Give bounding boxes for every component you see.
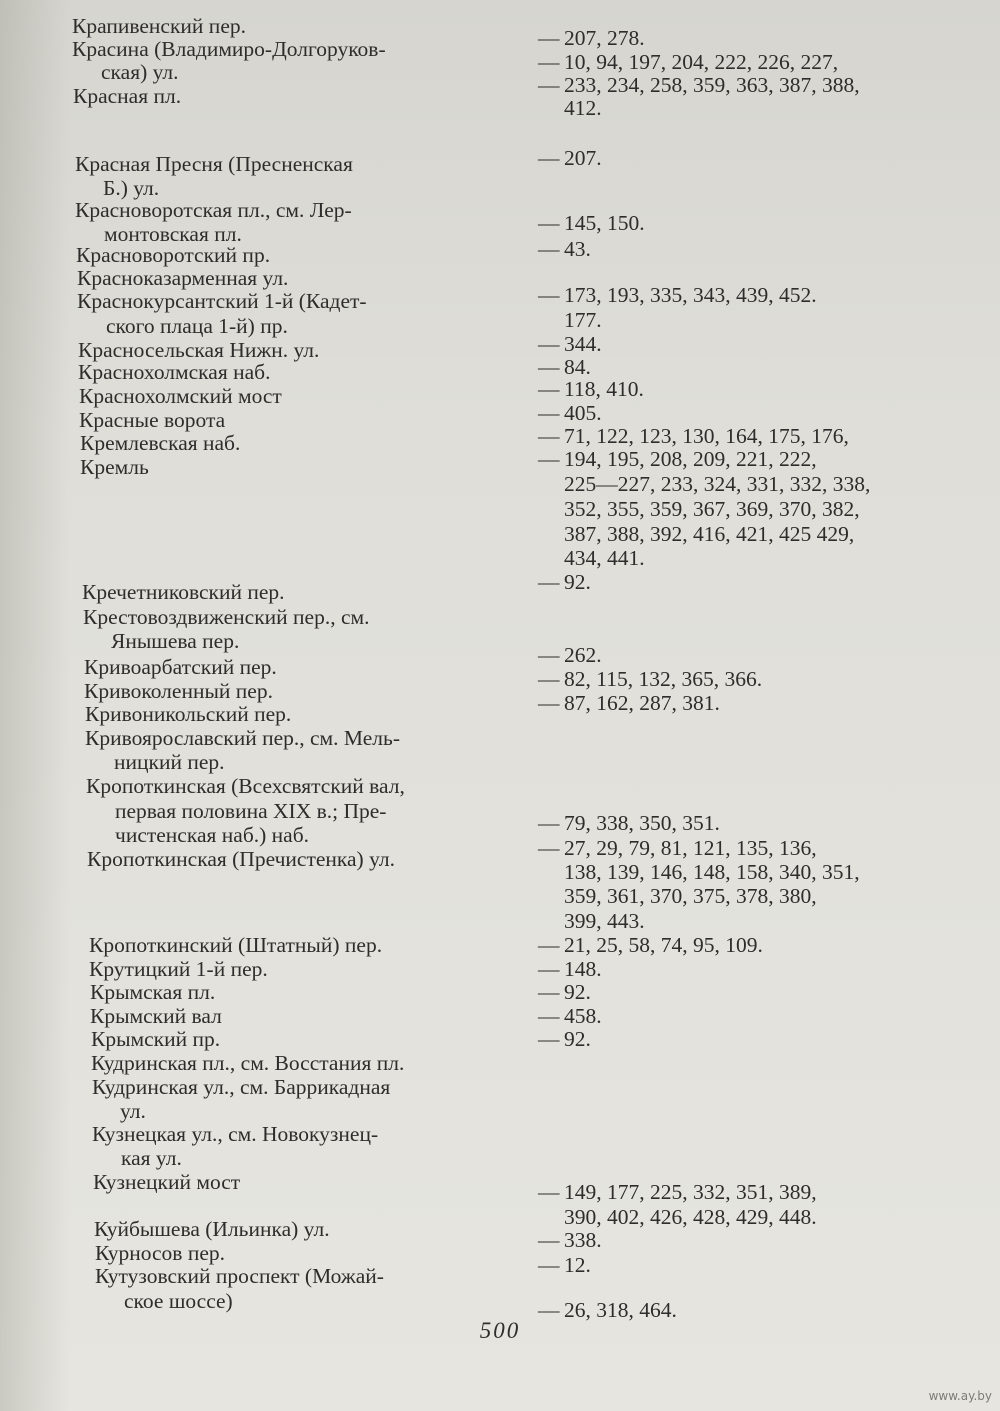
index-entry-name: Кривоарбатский пер. [84, 655, 277, 679]
page-references: 138, 139, 146, 148, 158, 340, 351, [564, 860, 860, 884]
dash: — [538, 836, 560, 860]
dash: — [538, 933, 560, 957]
index-entry-pages [538, 283, 817, 307]
index-entry-pages [538, 884, 817, 908]
index-entry-name: Кремлевская наб. [80, 431, 241, 455]
index-entry-name-continuation: ского плаца 1-й) пр. [106, 314, 288, 338]
page-references: 352, 355, 359, 367, 369, 370, 382, [564, 497, 860, 521]
index-entry-pages [538, 447, 817, 471]
page-references: 148. [564, 957, 602, 981]
dash: — [538, 1180, 560, 1204]
index-entry-name: Кропоткинская (Пречистенка) ул. [87, 847, 395, 871]
page-shadow [0, 0, 70, 1411]
page-references: 177. [564, 308, 602, 332]
index-entry-name: Красная Пресня (Пресненская [75, 152, 353, 176]
index-entry-name: Красноворотская пл., см. Лер- [75, 198, 352, 222]
index-entry-pages [538, 860, 860, 884]
index-entry-name-continuation: ницкий пер. [114, 750, 225, 774]
page-references: 434, 441. [564, 546, 645, 570]
dash: — [538, 26, 560, 50]
index-entry-pages [538, 980, 591, 1004]
dash: — [538, 1298, 560, 1322]
page-references: 71, 122, 123, 130, 164, 175, 176, [564, 424, 849, 448]
dash: — [538, 811, 560, 835]
dash: — [538, 377, 560, 401]
index-entry-name-continuation: ское шоссе) [124, 1289, 233, 1313]
page-references: 43. [564, 237, 591, 261]
page-references: 207, 278. [564, 26, 645, 50]
page-references: 225—227, 233, 324, 331, 332, 338, [564, 472, 871, 496]
page-references: 92. [564, 980, 591, 1004]
index-entry-pages [538, 909, 645, 933]
index-entry-name: Кремль [80, 455, 149, 479]
page-references: 26, 318, 464. [564, 1298, 677, 1322]
dash: — [538, 957, 560, 981]
dash: — [538, 1253, 560, 1277]
page-references: 458. [564, 1004, 602, 1028]
index-entry-pages [538, 522, 854, 546]
index-entry-pages [538, 1253, 591, 1277]
index-entry-pages [538, 933, 763, 957]
index-entry-name: Кривоникольский пер. [85, 702, 292, 726]
index-entry-name: Кропоткинский (Штатный) пер. [89, 933, 383, 957]
index-entry-name: Крымский вал [90, 1004, 222, 1028]
index-entry-name: Кудринская ул., см. Баррикадная [92, 1075, 391, 1099]
index-entry-pages [538, 472, 870, 496]
page-references: 412. [564, 96, 602, 120]
index-entry-name-continuation: ская) ул. [101, 60, 179, 84]
index-entry-name: Крутицкий 1-й пер. [89, 957, 268, 981]
dash: — [538, 1228, 560, 1252]
index-entry-name: Краснокурсантский 1-й (Кадет- [77, 289, 367, 313]
dash: — [538, 237, 560, 261]
dash: — [538, 667, 560, 691]
index-entry-pages [538, 26, 645, 50]
index-entry-name: Красноказарменная ул. [77, 266, 289, 290]
page-references: 82, 115, 132, 365, 366. [564, 667, 763, 691]
dash: — [538, 211, 560, 235]
index-entry-pages [538, 1004, 602, 1028]
index-entry-name: Красные ворота [79, 408, 226, 432]
index-entry-name: Кречетниковский пер. [82, 580, 285, 604]
index-entry-pages [538, 96, 602, 120]
page-references: 262. [564, 643, 602, 667]
index-entry-name: Крестовоздвиженский пер., см. [83, 605, 370, 629]
index-entry-pages [538, 957, 602, 981]
dash: — [538, 283, 560, 307]
page-references: 21, 25, 58, 74, 95, 109. [564, 933, 763, 957]
page-references: 84. [564, 355, 591, 379]
page-references: 399, 443. [564, 909, 645, 933]
page-number: 500 [479, 1318, 521, 1343]
page-references: 92. [564, 1027, 591, 1051]
page-references: 12. [564, 1253, 591, 1277]
index-entry-name-continuation: монтовская пл. [104, 222, 242, 246]
index-entry-pages [538, 211, 645, 235]
index-entry-pages [538, 401, 602, 425]
dash: — [538, 643, 560, 667]
index-entry-pages [538, 237, 591, 261]
page-references: 387, 388, 392, 416, 421, 425 429, [564, 522, 855, 546]
index-entry-name-continuation: Б.) ул. [103, 176, 160, 200]
page-references: 87, 162, 287, 381. [564, 691, 720, 715]
page-references: 10, 94, 197, 204, 222, 226, 227, [564, 50, 839, 74]
index-entry-pages [538, 836, 817, 860]
page-references: 27, 29, 79, 81, 121, 135, 136, [564, 836, 817, 860]
index-entry-pages [538, 73, 860, 97]
index-entry-name: Кузнецкий мост [93, 1170, 241, 1194]
dash: — [538, 691, 560, 715]
page-references: 149, 177, 225, 332, 351, 389, [564, 1180, 817, 1204]
index-entry-name: Красносельская Нижн. ул. [78, 338, 320, 362]
index-entry-name: Кривоколенный пер. [84, 679, 273, 703]
index-entry-pages [538, 50, 838, 74]
dash: — [538, 355, 560, 379]
dash: — [538, 1004, 560, 1028]
page-references: 344. [564, 332, 602, 356]
index-entry-pages [538, 308, 602, 332]
index-entry-name-continuation: чистенская наб.) наб. [115, 823, 310, 847]
page-references: 173, 193, 335, 343, 439, 452. [564, 283, 817, 307]
index-entry-pages [538, 691, 720, 715]
index-entry-name: Красина (Владимиро-Долгоруков- [72, 37, 386, 61]
dash: — [538, 50, 560, 74]
index-entry-pages [538, 811, 720, 835]
dash: — [538, 424, 560, 448]
index-entry-name-continuation: кая ул. [121, 1146, 182, 1170]
index-entry-pages [538, 424, 849, 448]
index-entry-name-continuation: ул. [120, 1099, 146, 1123]
index-entry-name: Курносов пер. [95, 1241, 226, 1265]
index-entry-pages [538, 667, 762, 691]
index-entry-pages [538, 1180, 817, 1204]
index-entry-name: Краснохолмская наб. [78, 360, 271, 384]
page-references: 118, 410. [564, 377, 644, 401]
dash: — [538, 146, 560, 170]
index-entry-pages [538, 332, 602, 356]
index-entry-name: Куйбышева (Ильинка) ул. [94, 1217, 330, 1241]
index-entry-name: Краснохолмский мост [79, 384, 282, 408]
index-entry-pages [538, 643, 602, 667]
dash: — [538, 447, 560, 471]
index-entry-pages [538, 497, 860, 521]
watermark: www.ay.by [928, 1389, 992, 1403]
index-entry-name: Кривоярославский пер., см. Мель- [85, 726, 400, 750]
index-entry-name: Кудринская пл., см. Восстания пл. [91, 1051, 405, 1075]
page-references: 79, 338, 350, 351. [564, 811, 720, 835]
index-entry-pages [538, 377, 644, 401]
dash: — [538, 980, 560, 1004]
page-references: 233, 234, 258, 359, 363, 387, 388, [564, 73, 860, 97]
index-entry-name: Кутузовский проспект (Можай- [95, 1264, 384, 1288]
index-entry-pages [538, 1205, 817, 1229]
index-entry-pages [538, 546, 645, 570]
index-entry-name-continuation: первая половина XIX в.; Пре- [115, 799, 387, 823]
dash: — [538, 73, 560, 97]
page-references: 359, 361, 370, 375, 378, 380, [564, 884, 817, 908]
page-references: 207. [564, 146, 602, 170]
index-entry-name: Кузнецкая ул., см. Новокузнец- [92, 1122, 379, 1146]
page-references: 405. [564, 401, 602, 425]
index-entry-name: Красноворотский пр. [76, 243, 271, 267]
index-entry-pages [538, 570, 591, 594]
page-references: 338. [564, 1228, 602, 1252]
index-entry-name: Крымский пр. [91, 1027, 221, 1051]
index-entry-name: Крымская пл. [90, 980, 216, 1004]
dash: — [538, 332, 560, 356]
index-entry-name: Красная пл. [73, 84, 182, 108]
page-references: 194, 195, 208, 209, 221, 222, [564, 447, 817, 471]
index-entry-name: Крапивенский пер. [72, 14, 246, 38]
index-entry-name: Кропоткинская (Всехсвятский вал, [86, 774, 405, 798]
index-entry-pages [538, 1027, 591, 1051]
dash: — [538, 570, 560, 594]
page-references: 145, 150. [564, 211, 645, 235]
page-references: 390, 402, 426, 428, 429, 448. [564, 1205, 817, 1229]
index-entry-pages [538, 355, 591, 379]
dash: — [538, 401, 560, 425]
page-references: 92. [564, 570, 591, 594]
index-entry-pages [538, 146, 602, 170]
dash: — [538, 1027, 560, 1051]
index-entry-name-continuation: Янышева пер. [111, 629, 240, 653]
index-entry-pages [538, 1228, 602, 1252]
